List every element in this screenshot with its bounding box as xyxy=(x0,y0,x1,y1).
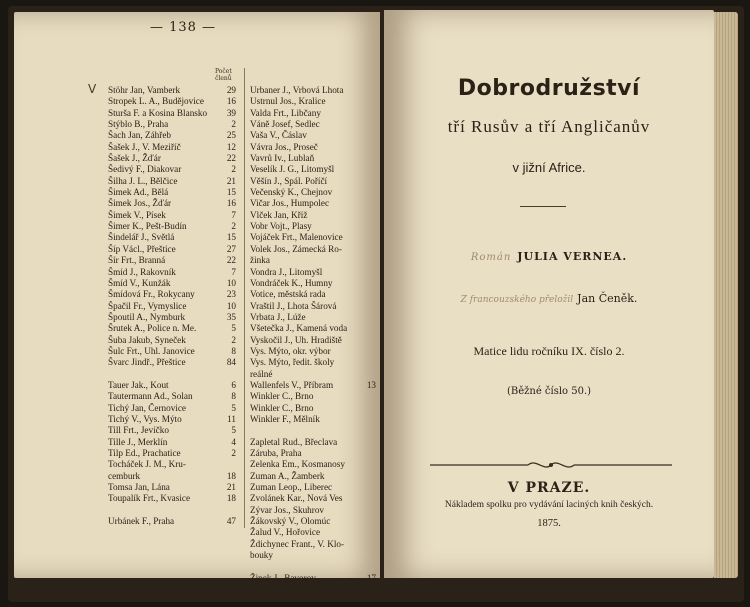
member-name: Winkler F., Mělník xyxy=(250,413,320,424)
member-name: Šimek Jos., Žďár xyxy=(108,198,172,209)
member-count: 22 xyxy=(226,255,236,266)
member-count xyxy=(362,493,376,504)
member-count xyxy=(362,198,376,209)
member-list-column-1 xyxy=(108,85,236,527)
list-item xyxy=(108,346,236,357)
list-item xyxy=(250,561,376,572)
list-item xyxy=(108,516,236,527)
list-item xyxy=(108,493,236,504)
margin-mark: V xyxy=(88,82,97,96)
member-name: bouky xyxy=(250,550,273,561)
member-name: Veselík J. G., Litomyšl xyxy=(250,164,335,175)
list-item xyxy=(250,96,376,107)
member-count: 18 xyxy=(226,493,236,504)
member-name: Žalud V., Hořovice xyxy=(250,527,321,538)
list-item xyxy=(108,130,236,141)
member-name: Zapletal Rud., Břeclava xyxy=(250,436,338,447)
member-count xyxy=(362,142,376,153)
list-item xyxy=(250,516,376,527)
list-item xyxy=(108,176,236,187)
list-item xyxy=(108,335,236,346)
list-item xyxy=(108,267,236,278)
list-item xyxy=(250,198,376,209)
member-count xyxy=(362,153,376,164)
list-item xyxy=(108,221,236,232)
member-name: Ždichynec Frant., V. Klo- xyxy=(250,538,345,549)
member-count xyxy=(362,335,376,346)
member-name: Tauer Jak., Kout xyxy=(108,379,169,390)
member-name: Špoutil A., Nymburk xyxy=(108,311,186,322)
author-name: JULIA VERNEA. xyxy=(517,250,628,263)
member-name: cemburk xyxy=(108,470,141,481)
list-item xyxy=(250,108,376,119)
member-name: Šedivý F., Diakovar xyxy=(108,164,182,175)
member-count xyxy=(362,221,376,232)
member-name: Vávra Jos., Proseč xyxy=(250,141,318,152)
member-count xyxy=(362,232,376,243)
list-item xyxy=(250,380,376,391)
list-item xyxy=(108,244,236,255)
member-name: Zývar Jos., Skuhrov xyxy=(250,504,325,515)
member-name: Vičar Jos., Humpolec xyxy=(250,198,330,209)
member-count xyxy=(362,312,376,323)
list-item xyxy=(250,505,376,516)
list-item xyxy=(250,210,376,221)
list-item xyxy=(250,130,376,141)
list-item xyxy=(108,153,236,164)
member-name: Valda Frt., Libčany xyxy=(250,107,321,118)
member-count: 29 xyxy=(226,85,236,95)
member-count: 15 xyxy=(226,187,236,198)
member-count: 25 xyxy=(226,130,236,141)
member-list-column-2 xyxy=(250,85,376,584)
member-count xyxy=(362,516,376,527)
translator-prefix: Z francouzského přeložil xyxy=(460,295,574,305)
translator-line xyxy=(384,292,714,305)
list-item xyxy=(108,232,236,243)
member-count: 2 xyxy=(231,164,236,175)
list-item xyxy=(108,482,236,493)
member-count xyxy=(362,244,376,255)
member-name: Špačil Fr., Vymyslice xyxy=(108,300,187,311)
member-count: 5 xyxy=(231,425,236,436)
member-name: Vlček Jan, Kříž xyxy=(250,209,308,220)
list-item xyxy=(250,573,376,584)
ornament-divider xyxy=(428,458,674,472)
publication-city: V PRAZE. xyxy=(507,480,591,496)
member-count: 35 xyxy=(226,311,236,322)
member-count xyxy=(362,357,376,368)
member-name: Šindelář J., Světlá xyxy=(108,232,175,243)
list-item xyxy=(250,323,376,334)
author-line xyxy=(384,250,714,263)
member-count xyxy=(362,505,376,516)
member-name: Šuba Jakub, Syneček xyxy=(108,334,186,345)
member-name: Tautermann Ad., Solan xyxy=(108,391,193,402)
member-name xyxy=(250,561,362,572)
member-name: Váně Josef, Sedlec xyxy=(250,119,320,130)
member-count: 6 xyxy=(231,379,236,390)
list-item xyxy=(250,255,376,266)
member-count: 11 xyxy=(227,413,236,424)
member-name: Vondra J., Litomyšl xyxy=(250,266,323,277)
translator-name: Jan Čeněk. xyxy=(577,292,638,305)
member-name: Šíp Václ., Přeštice xyxy=(108,243,176,254)
member-name: Stýblo B., Praha xyxy=(108,119,169,130)
member-count xyxy=(222,505,236,516)
list-item xyxy=(108,85,236,96)
member-count xyxy=(362,176,376,187)
list-item xyxy=(108,96,236,107)
member-name: Till Frt., Jevíčko xyxy=(108,425,169,436)
list-item xyxy=(250,459,376,470)
member-count xyxy=(362,267,376,278)
member-count xyxy=(362,425,376,436)
member-name: Vaša V., Čáslav xyxy=(250,130,307,141)
member-count: 16 xyxy=(226,198,236,209)
member-count xyxy=(362,539,376,550)
member-count xyxy=(362,527,376,538)
member-count: 47 xyxy=(226,516,236,527)
member-count: 39 xyxy=(226,107,236,118)
list-item xyxy=(108,289,236,300)
member-name: Vraštil J., Lhota Šárová xyxy=(250,300,337,311)
member-count xyxy=(362,96,376,107)
member-count: 5 xyxy=(231,402,236,413)
member-name: Všetečka J., Kamená voda xyxy=(250,323,348,334)
member-count xyxy=(362,187,376,198)
member-name: Ustrnul Jos., Kralice xyxy=(250,96,326,107)
publisher-line: Nákladem spolku pro vydávání laciných knih českých. xyxy=(444,500,654,510)
list-item xyxy=(108,164,236,175)
member-count xyxy=(362,210,376,221)
member-name: Tichý Jan, Černovice xyxy=(108,402,186,413)
publication-year: 1875. xyxy=(537,518,561,529)
list-item xyxy=(108,505,236,516)
member-count: 16 xyxy=(226,96,236,107)
member-count: 2 xyxy=(231,221,236,232)
member-name: Šmíd V., Kunžák xyxy=(108,277,171,288)
member-count: 21 xyxy=(226,482,236,493)
regular-number: (Běžné číslo 50.) xyxy=(506,386,592,397)
list-item xyxy=(108,278,236,289)
member-count: 21 xyxy=(226,175,236,186)
list-item xyxy=(250,414,376,425)
member-name: Šach Jan, Záhřeb xyxy=(108,130,172,141)
member-count xyxy=(362,130,376,141)
member-count: 8 xyxy=(231,391,236,402)
list-item xyxy=(250,187,376,198)
member-name: Zuman Leop., Liberec xyxy=(250,482,333,493)
list-item xyxy=(108,425,236,436)
list-item xyxy=(250,539,376,550)
member-count xyxy=(362,437,376,448)
list-item xyxy=(250,142,376,153)
member-name: Winkler C., Brno xyxy=(250,402,314,413)
member-name: Tocháček J. M., Kru- xyxy=(108,459,186,470)
member-count: 4 xyxy=(231,436,236,447)
series-line: Matice lidu ročníku IX. číslo 2. xyxy=(473,344,625,358)
list-item xyxy=(250,482,376,493)
member-count xyxy=(362,119,376,130)
list-item xyxy=(108,448,236,459)
member-name: Vys. Mýto, okr. výbor xyxy=(250,345,331,356)
list-item xyxy=(108,471,236,482)
list-item xyxy=(108,210,236,221)
member-count xyxy=(362,482,376,493)
member-name: Vondráček K., Humny xyxy=(250,277,333,288)
list-item xyxy=(250,164,376,175)
list-item xyxy=(108,108,236,119)
member-count xyxy=(362,85,376,96)
member-count: 18 xyxy=(226,470,236,481)
member-name: Sturša F. a Kosina Blansko xyxy=(108,107,208,118)
member-name: Zvolánek Kar., Nová Ves xyxy=(250,493,343,504)
list-item xyxy=(250,301,376,312)
member-name: Winkler C., Brno xyxy=(250,391,314,402)
list-item xyxy=(250,278,376,289)
member-name: Votice, městská rada xyxy=(250,289,326,300)
title-rule xyxy=(520,206,566,207)
list-item xyxy=(250,176,376,187)
member-count: 17 xyxy=(366,572,376,583)
member-name: Švarc Jindř., Přeštice xyxy=(108,357,186,368)
member-name: Šmíd J., Rakovník xyxy=(108,266,176,277)
member-name: Šašek J., V. Meziříč xyxy=(108,141,181,152)
list-item xyxy=(108,301,236,312)
list-item xyxy=(250,425,376,436)
member-name xyxy=(108,369,222,380)
member-count xyxy=(362,471,376,482)
list-item xyxy=(108,369,236,380)
list-item xyxy=(108,255,236,266)
column-header-members xyxy=(215,68,232,82)
page-number: — 138 — xyxy=(149,20,217,35)
book-subtitle-2: v jižní Africe. xyxy=(512,160,586,175)
list-item xyxy=(250,550,376,561)
member-name xyxy=(108,505,222,516)
member-name: Šašek J., Žďár xyxy=(108,153,161,164)
member-count xyxy=(362,278,376,289)
member-name: Wallenfels V., Příbram xyxy=(250,379,334,390)
member-count xyxy=(222,459,236,470)
list-item xyxy=(108,142,236,153)
member-name xyxy=(250,425,362,436)
member-name: Šimer K., Pešt-Budín xyxy=(108,221,187,232)
member-name: reálné xyxy=(250,368,273,379)
member-name: Šmídová Fr., Rokycany xyxy=(108,289,195,300)
member-name: Vys. Mýto, ředit. školy xyxy=(250,357,335,368)
member-count xyxy=(362,550,376,561)
member-count: 13 xyxy=(366,379,376,390)
member-count xyxy=(362,448,376,459)
member-name: Šimek V., Písek xyxy=(108,209,166,220)
member-count: 27 xyxy=(226,243,236,254)
list-item xyxy=(250,232,376,243)
author-prefix: Román xyxy=(470,252,512,263)
member-name: Šulc Frt., Uhl. Janovice xyxy=(108,345,195,356)
member-count xyxy=(362,403,376,414)
member-count xyxy=(362,323,376,334)
member-name: Záruba, Praha xyxy=(250,448,302,458)
member-name: Vyskočil J., Uh. Hradiště xyxy=(250,334,342,345)
member-name: Vrbata J., Lúže xyxy=(250,311,306,322)
list-item xyxy=(250,391,376,402)
member-count xyxy=(362,346,376,357)
column-divider xyxy=(244,68,245,528)
list-item xyxy=(250,267,376,278)
list-item xyxy=(250,448,376,459)
member-count: 7 xyxy=(231,209,236,220)
list-item xyxy=(108,198,236,209)
list-item xyxy=(250,346,376,357)
member-name: Zelenka Em., Kosmanosy xyxy=(250,459,345,470)
member-count: 10 xyxy=(226,300,236,311)
list-item xyxy=(250,527,376,538)
member-name: Zuman A., Žamberk xyxy=(250,470,325,481)
member-count xyxy=(362,164,376,175)
member-count xyxy=(362,255,376,266)
member-name: Tichý V., Vys. Mýto xyxy=(108,413,182,424)
member-count: 23 xyxy=(226,289,236,300)
list-item xyxy=(108,414,236,425)
member-count: 22 xyxy=(226,153,236,164)
member-name: Tille J., Merklín xyxy=(108,436,168,447)
member-name: žinka xyxy=(250,255,270,266)
member-count xyxy=(362,108,376,119)
member-count: 84 xyxy=(226,357,236,368)
list-item xyxy=(250,403,376,414)
list-item xyxy=(108,437,236,448)
member-count xyxy=(362,561,376,572)
list-item xyxy=(250,221,376,232)
member-name: Vobr Vojt., Plasy xyxy=(250,221,312,232)
list-item xyxy=(250,244,376,255)
member-name: Večenský K., Chejnov xyxy=(250,187,333,198)
book-subtitle: tří Rusův a tří Angličanův xyxy=(447,117,651,136)
member-name: Šimek Ad., Bělá xyxy=(108,187,169,198)
list-item xyxy=(250,335,376,346)
list-item xyxy=(108,187,236,198)
member-name: Urbaner J., Vrbová Lhota xyxy=(250,85,344,95)
list-item xyxy=(250,437,376,448)
member-count xyxy=(362,391,376,402)
member-name: Tomsa Jan, Lána xyxy=(108,482,170,493)
list-item xyxy=(250,119,376,130)
member-name: Stropek L. A., Budějovice xyxy=(108,96,204,107)
member-name: Stöhr Jan, Vamberk xyxy=(108,85,181,95)
list-item xyxy=(250,471,376,482)
member-name: Urbánek F., Praha xyxy=(108,516,175,527)
member-name: Šilha J. L., Bělčice xyxy=(108,175,178,186)
list-item xyxy=(250,289,376,300)
member-name: Šír Frt., Branná xyxy=(108,255,166,266)
member-count xyxy=(222,369,236,380)
member-count: 12 xyxy=(226,141,236,152)
list-item xyxy=(108,403,236,414)
member-name: Volek Jos., Zámecká Ro- xyxy=(250,243,342,254)
list-item xyxy=(250,369,376,380)
member-count xyxy=(362,301,376,312)
member-count xyxy=(362,369,376,380)
list-item xyxy=(108,391,236,402)
list-item xyxy=(250,312,376,323)
member-count: 5 xyxy=(231,323,236,334)
member-count: 2 xyxy=(231,334,236,345)
member-count: 2 xyxy=(231,119,236,130)
member-count: 8 xyxy=(231,345,236,356)
page-edges xyxy=(714,12,738,578)
list-item xyxy=(108,459,236,470)
member-name: Toupalík Frt., Kvasice xyxy=(108,493,191,504)
member-name: Vojáček Frt., Malenovice xyxy=(250,232,343,243)
book-title: Dobrodružství xyxy=(457,76,641,101)
member-count xyxy=(362,459,376,470)
member-count: 10 xyxy=(226,277,236,288)
member-count: 15 xyxy=(226,232,236,243)
list-item xyxy=(108,119,236,130)
list-item xyxy=(250,357,376,368)
column-header-text: Počet členů xyxy=(215,68,232,82)
member-count xyxy=(362,414,376,425)
list-item xyxy=(250,85,376,96)
list-item xyxy=(108,323,236,334)
member-name: Věšín J., Spál. Poříčí xyxy=(250,175,328,186)
member-name: Žákovský V., Olomúc xyxy=(250,516,331,527)
list-item xyxy=(108,380,236,391)
member-count xyxy=(362,289,376,300)
member-name: Vavrů Iv., Lublaň xyxy=(250,153,315,164)
list-item xyxy=(108,357,236,368)
member-name: Šrutek A., Police n. Me. xyxy=(108,323,197,334)
list-item xyxy=(250,153,376,164)
list-item xyxy=(108,312,236,323)
list-item xyxy=(250,493,376,504)
member-count: 2 xyxy=(231,448,236,458)
member-name: Tilp Ed., Prachatice xyxy=(108,448,181,458)
member-count: 7 xyxy=(231,266,236,277)
member-name: Žipek J., Bavorov xyxy=(250,572,316,583)
